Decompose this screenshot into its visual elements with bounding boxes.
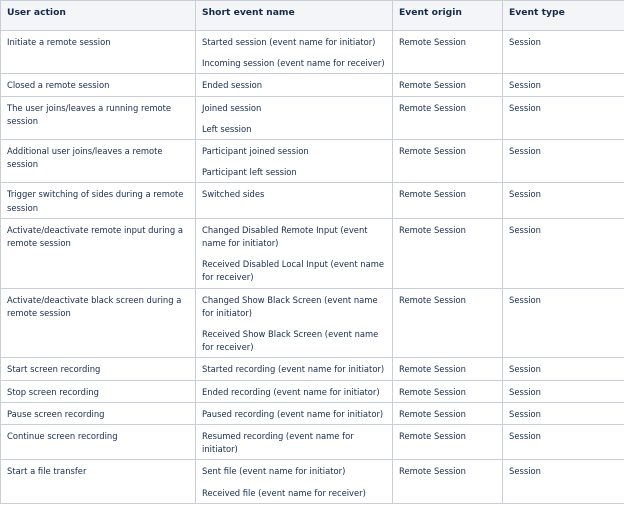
event-type-cell: Session [503,218,624,288]
event-origin-cell: Remote Session [393,402,503,424]
table-body [1,31,624,504]
event-name: Paused recording (event name for initiator) [202,408,384,419]
event-origin-cell: Remote Session [393,218,503,288]
event-type-cell: Session [503,74,624,96]
event-origin-cell: Remote Session [393,96,503,139]
user-action-cell: Activate/deactivate black screen during a remote session [1,288,196,358]
event-name-cell [196,425,393,460]
header-event-origin: Event origin [393,1,503,31]
event-type-cell: Session [503,460,624,503]
event-name: Started session (event name for initiator) [202,37,376,47]
event-type-cell: Session [503,358,624,380]
table-header [1,1,624,31]
table-row [1,74,624,96]
user-action-cell: Closed a remote session [1,74,196,96]
header-row [1,1,624,31]
user-action-cell: Start a file transfer [1,460,196,503]
event-type-cell: Session [503,425,624,460]
event-origin-cell: Remote Session [393,31,503,74]
event-name: Joined session [202,102,262,113]
event-name: Received Show Black Screen (event name for receiver) [202,329,379,353]
event-name-cell [196,288,393,358]
user-action-cell: Start screen recording [1,358,196,380]
user-action-cell: Initiate a remote session [1,31,196,74]
event-type-cell: Session [503,31,624,74]
user-action-cell: Activate/deactivate remote input during a remote session [1,218,196,288]
table-row [1,460,624,503]
table-row [1,218,624,288]
event-name: Started recording (event name for initiator) [202,364,385,375]
event-name-cell [196,140,393,183]
event-name: Resumed recording (event name for initiator) [202,431,354,455]
table-row [1,402,624,424]
table-row [1,425,624,460]
table-row [1,183,624,218]
event-type-cell: Session [503,183,624,218]
event-name-cell [196,183,393,218]
event-name-cell [196,358,393,380]
event-type-cell: Session [503,140,624,183]
event-name-cell [196,96,393,139]
table-row [1,96,624,139]
event-origin-cell: Remote Session [393,183,503,218]
event-name: Received file (event name for receiver) [202,487,366,498]
event-origin-cell: Remote Session [393,380,503,402]
user-action-cell: Continue screen recording [1,425,196,460]
event-name: Ended recording (event name for initiator) [202,386,380,397]
event-origin-cell: Remote Session [393,358,503,380]
event-origin-cell: Remote Session [393,74,503,96]
event-name-cell [196,218,393,288]
user-action-cell: Stop screen recording [1,380,196,402]
event-origin-cell: Remote Session [393,425,503,460]
table-row [1,288,624,358]
user-action-cell: The user joins/leaves a running remote session [1,96,196,139]
event-name: Changed Disabled Remote Input (event name for initiator) [202,224,368,249]
event-type-cell: Session [503,96,624,139]
event-name: Sent file (event name for initiator) [202,466,346,477]
event-name: Ended session [202,80,263,91]
header-event-type: Event type [503,1,624,31]
event-name: Incoming session (event name for receiver) [202,58,385,69]
table-row [1,140,624,183]
header-short-event-name: Short event name [196,1,393,31]
event-name-cell [196,74,393,96]
event-name: Participant joined session [202,146,309,157]
event-name-cell [196,402,393,424]
event-name: Left session [202,123,252,134]
event-origin-cell: Remote Session [393,460,503,503]
event-name: Received Disabled Local Input (event name for receiver) [202,259,385,283]
user-action-cell: Trigger switching of sides during a remote session [1,183,196,218]
table-row [1,380,624,402]
event-name: Switched sides [202,189,265,200]
event-name: Participant left session [202,167,297,178]
user-action-cell: Pause screen recording [1,402,196,424]
event-type-cell: Session [503,402,624,424]
user-action-cell: Additional user joins/leaves a remote session [1,140,196,183]
event-origin-cell: Remote Session [393,140,503,183]
event-name-cell [196,460,393,503]
table-row [1,31,624,74]
event-type-cell: Session [503,380,624,402]
header-user-action: User action [1,1,196,31]
event-origin-cell: Remote Session [393,288,503,358]
event-type-cell: Session [503,288,624,358]
table-row [1,358,624,380]
event-name-cell [196,31,393,74]
event-name: Changed Show Black Screen (event name for initiator) [202,294,378,318]
event-name-cell [196,380,393,402]
